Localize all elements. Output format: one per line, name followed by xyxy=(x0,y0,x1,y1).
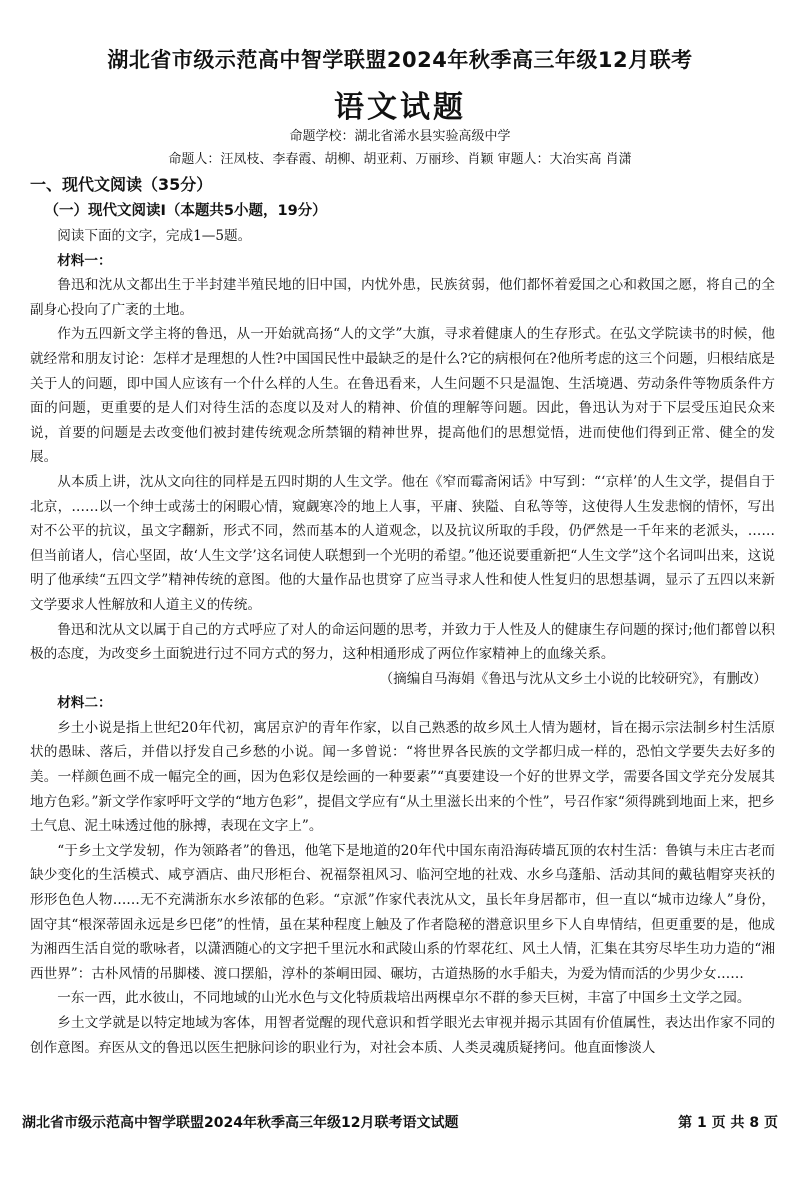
paragraph: 鲁迅和沈从文以属于自己的方式呼应了对人的命运问题的思考，并致力于人性及人的健康生存问题的探讨;他们都曾以积极的态度，为改变乡土面貌进行过不同方式的努力，这种相通形成了两位作家精神上的血缘关系。 xyxy=(30,621,775,663)
section-heading: 一、现代文阅读（35分） xyxy=(30,175,213,194)
footer-title: 湖北省市级示范高中智学联盟2024年秋季高三年级12月联考语文试题 xyxy=(22,1115,459,1131)
page-number: 第 1 页 共 8 页 xyxy=(678,1115,778,1131)
reading-content xyxy=(30,172,775,1060)
authors-line: 命题人：汪凤枝、李春霞、胡柳、胡亚莉、万丽珍、肖颖 审题人：大冶实高 肖潇 xyxy=(168,152,632,167)
paragraph: “于乡土文学发轫，作为领路者”的鲁迅，他笔下是地道的20年代中国东南沿海砖墙瓦顶的农村生活：鲁镇与未庄古老而缺少变化的生活模式、咸亨酒店、曲尺形柜台、祝福祭祖风习、临河空地的社戏、水乡乌蓬船、活动其间的戴毡帽穿夹袄的形形色色人物……无不充满浙东水乡浓郁的色彩。“京派”作家代表沈从文，虽长年身居都市，但一直以“城市边缘人”身份，固守其“根深蒂固永远是乡巴佬”的性情，虽在某种程度上触及了作者隐秘的潜意识里乡下人自卑情结，但更重要的是，他成为湘西生活自觉的歌咏者，以潇洒随心的文字把千里沅水和武陵山系的竹翠花红、风土人情，汇集在其穷尽毕生功力造的“湘西世界”：古朴风情的吊脚楼、渡口摆船，淳朴的茶峒田园、碾坊，古道热肠的水手船夫，为爱为情而活的少男少女…… xyxy=(30,842,775,982)
paragraph: 鲁迅和沈从文都出生于半封建半殖民地的旧中国，内忧外患，民族贫弱，他们都怀着爱国之心和救国之愿，将自己的全副身心投向了广袤的土地。 xyxy=(30,277,775,318)
subject-title: 语文试题 xyxy=(334,90,466,125)
instruction: 阅读下面的文字，完成1—5题。 xyxy=(57,228,252,244)
source-citation: （摘编自马海娟《鲁迅与沈从文乡土小说的比较研究》，有删改） xyxy=(379,670,767,687)
paragraph: 乡土小说是指上世纪20年代初，寓居京沪的青年作家，以自己熟悉的故乡风土人情为题材，旨在揭示宗法制乡村生活原状的愚昧、落后，并借以抒发自己乡愁的小说。闻一多曾说：“将世界各民族的文学都归成一样的，恐怕文学要失去好多的美。一样颜色画不成一幅完全的画，因为色彩仅是绘画的一种要素”“真要建设一个好的世界文学，需要各国文学充分发展其地方色彩。”新文学作家呼吁文学的“地方色彩”，提倡文学应有“从土里滋长出来的个性”，号召作家“须得跳到地面上来，把乡土气息、泥土味透过他的脉搏，表现在文字上”。 xyxy=(30,719,775,835)
school-line: 命题学校：湖北省浠水县实验高级中学 xyxy=(289,129,511,144)
material-label: 材料二： xyxy=(57,695,112,712)
sub-heading: （一）现代文阅读Ⅰ（本题共5小题，19分） xyxy=(44,203,327,219)
paragraph: 从本质上讲，沈从文向往的同样是五四时期的人生文学。他在《窄而霉斋闲话》中写到：“‘京样’的人生文学，提倡自于北京，……以一个绅士或荡士的闲暇心情，窥觑寒冷的地上人事，平庸、狭隘、自私等等，这使得人生发悲悯的情怀，写出对不公平的抗议，虽文字翻新，形式不同，然而基本的人道观念，以及抗议所取的手段，仍俨然是一千年来的老派头，……但当前诸人，信心坚固，故‘人生文学’这名词使人联想到一个光明的希望。”他还说要重新把“人生文学”这个名词叫出来，这说明了他承续“五四文学”精神传统的意图。他的大量作品也贯穿了应当寻求人性和使人性复归的思想基调，显示了五四以来新文学要求人性解放和人道主义的传统。 xyxy=(30,473,775,613)
paragraph: 作为五四新文学主将的鲁迅，从一开始就高扬“人的文学”大旗，寻求着健康人的生存形式。在弘文学院读书的时候，他就经常和朋友讨论：怎样才是理想的人性?中国国民性中最缺乏的是什么?它的病根何在?他所考虑的这三个问题，归根结底是关于人的问题，即中国人应该有一个什么样的人生。在鲁迅看来，人生问题不只是温饱、生活境遇、劳动条件等物质条件方面的问题，更重要的是人们对待生活的态度以及对人的精神、价值的理解等问题。因此，鲁迅认为对于下层受压迫民众来说，首要的问题是去改变他们被封建传统观念所禁锢的精神世界，提高他们的思想觉悟，进而使他们得到正常、健全的发展。 xyxy=(30,326,775,466)
paragraph: 一东一西，此水彼山，不同地域的山光水色与文化特质栽培出两棵卓尔不群的参天巨树，丰富了中国乡土文学之园。 xyxy=(57,990,751,1007)
page-footer xyxy=(22,1112,778,1132)
exam-title: 湖北省市级示范高中智学联盟2024年秋季高三年级12月联考 xyxy=(107,48,693,72)
paragraph: 乡土文学就是以特定地域为客体，用智者觉醒的现代意识和哲学眼光去审视并揭示其固有价值属性，表达出作家不同的创作意图。弃医从文的鲁迅以医生把脉问诊的职业行为，对社会本质、人类灵魂质疑拷问。他直面惨淡人 xyxy=(30,1015,775,1056)
material-label: 材料一： xyxy=(57,252,112,269)
